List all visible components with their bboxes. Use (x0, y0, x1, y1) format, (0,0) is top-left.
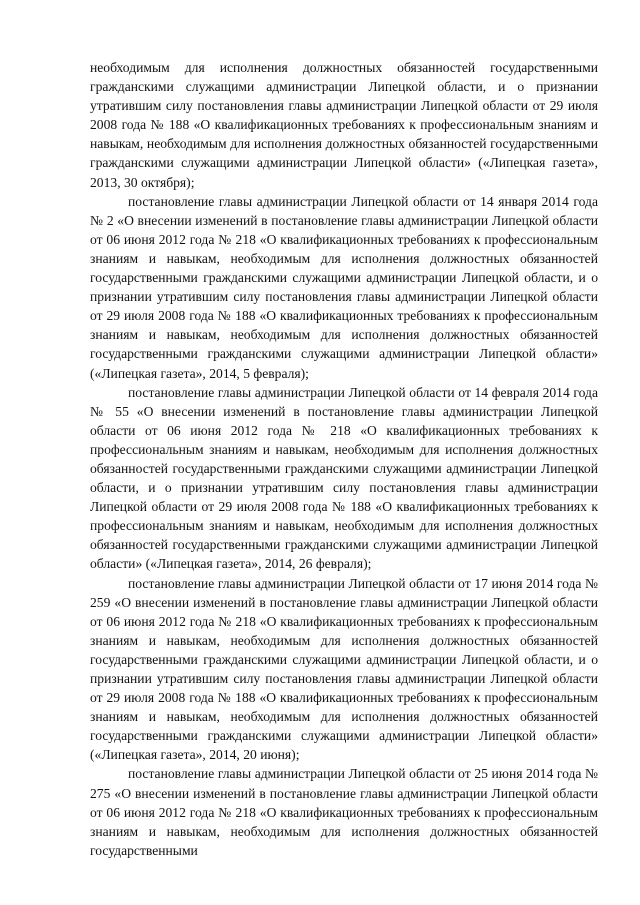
paragraph-resolution-2014-06-17: постановление главы администрации Липецкой области от 17 июня 2014 года № 259 «О внесении изменений в постановление главы администрации Липецкой области от 06 июня 2012 года № 218 «О квалификационных требованиях к профессиональным знаниям и навыкам, необходимым для исполнения должностных обязанностей государственными гражданскими служащими администрации Липецкой области, и о признании утратившим силу постановления главы администрации Липецкой области от 29 июля 2008 года № 188 «О квалификационных требованиях к профессиональным знаниям и навыкам, необходимым для исполнения должностных обязанностей государственными гражданскими служащими администрации Липецкой области» («Липецкая газета», 2014, 20 июня); (90, 575, 598, 763)
document-page (90, 58, 598, 860)
paragraph-continuation: необходимым для исполнения должностных обязанностей государственными гражданскими служащими администрации Липецкой области, и о признании утратившим силу постановления главы администрации Липецкой области от 29 июля 2008 года № 188 «О квалификационных требованиях к профессиональным знаниям и навыкам, необходимым для исполнения должностных обязанностей государственными гражданскими служащими администрации Липецкой области» («Липецкая газета», 2013, 30 октября); (90, 60, 598, 190)
paragraph-resolution-2014-01-14: постановление главы администрации Липецкой области от 14 января 2014 года № 2 «О внесении изменений в постановление главы администрации Липецкой области от 06 июня 2012 года № 218 «О квалификационных требованиях к профессиональным знаниям и навыкам, необходимым для исполнения должностных обязанностей государственными гражданскими служащими администрации Липецкой области, и о признании утратившим силу постановления главы администрации Липецкой области от 29 июля 2008 года № 188 «О квалификационных требованиях к профессиональным знаниям и навыкам, необходимым для исполнения должностных обязанностей государственными гражданскими служащими администрации Липецкой области» («Липецкая газета», 2014, 5 февраля); (90, 193, 598, 381)
paragraph-resolution-2014-02-14: постановление главы администрации Липецкой области от 14 февраля 2014 года № 55 «О внесении изменений в постановление главы администрации Липецкой области от 06 июня 2012 года № 218 «О квалификационных требованиях к профессиональным знаниям и навыкам, необходимым для исполнения должностных обязанностей государственными гражданскими служащими администрации Липецкой области, и о признании утратившим силу постановления главы администрации Липецкой области от 29 июля 2008 года № 188 «О квалификационных требованиях к профессиональным знаниям и навыкам, необходимым для исполнения должностных обязанностей государственными гражданскими служащими администрации Липецкой области» («Липецкая газета», 2014, 26 февраля); (90, 384, 598, 572)
paragraph-resolution-2014-06-25: постановление главы администрации Липецкой области от 25 июня 2014 года № 275 «О внесении изменений в постановление главы администрации Липецкой области от 06 июня 2012 года № 218 «О квалификационных требованиях к профессиональным знаниям и навыкам, необходимым для исполнения должностных обязанностей государственными (90, 766, 598, 858)
